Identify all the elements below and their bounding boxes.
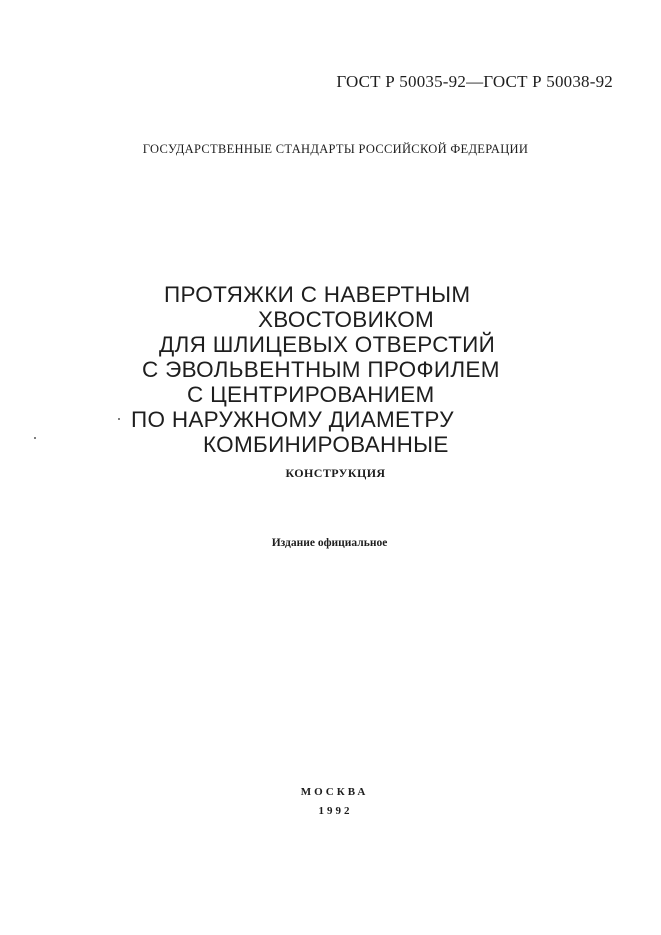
scan-speck bbox=[118, 418, 120, 420]
scan-speck bbox=[34, 437, 36, 439]
title-line-1: ПРОТЯЖКИ С НАВЕРТНЫМ bbox=[164, 282, 471, 307]
title-line-2: ХВОСТОВИКОМ bbox=[258, 307, 435, 332]
title-line-4: С ЭВОЛЬВЕНТНЫМ ПРОФИЛЕМ bbox=[142, 357, 500, 382]
document-subtitle: КОНСТРУКЦИЯ bbox=[285, 466, 386, 480]
gost-code: ГОСТ Р 50035-92—ГОСТ Р 50038-92 bbox=[336, 72, 613, 91]
title-line-3: ДЛЯ ШЛИЦЕВЫХ ОТВЕРСТИЙ bbox=[159, 332, 496, 357]
standards-heading: ГОСУДАРСТВЕННЫЕ СТАНДАРТЫ РОССИЙСКОЙ ФЕДЕРАЦИИ bbox=[142, 142, 529, 156]
publication-year: 1992 bbox=[318, 805, 353, 817]
edition-note: Издание официальное bbox=[271, 537, 388, 549]
title-line-7: КОМБИНИРОВАННЫЕ bbox=[203, 432, 449, 457]
title-line-5: С ЦЕНТРИРОВАНИЕМ bbox=[187, 382, 435, 407]
publication-city: МОСКВА bbox=[300, 786, 369, 798]
title-line-6: ПО НАРУЖНОМУ ДИАМЕТРУ bbox=[131, 407, 454, 432]
